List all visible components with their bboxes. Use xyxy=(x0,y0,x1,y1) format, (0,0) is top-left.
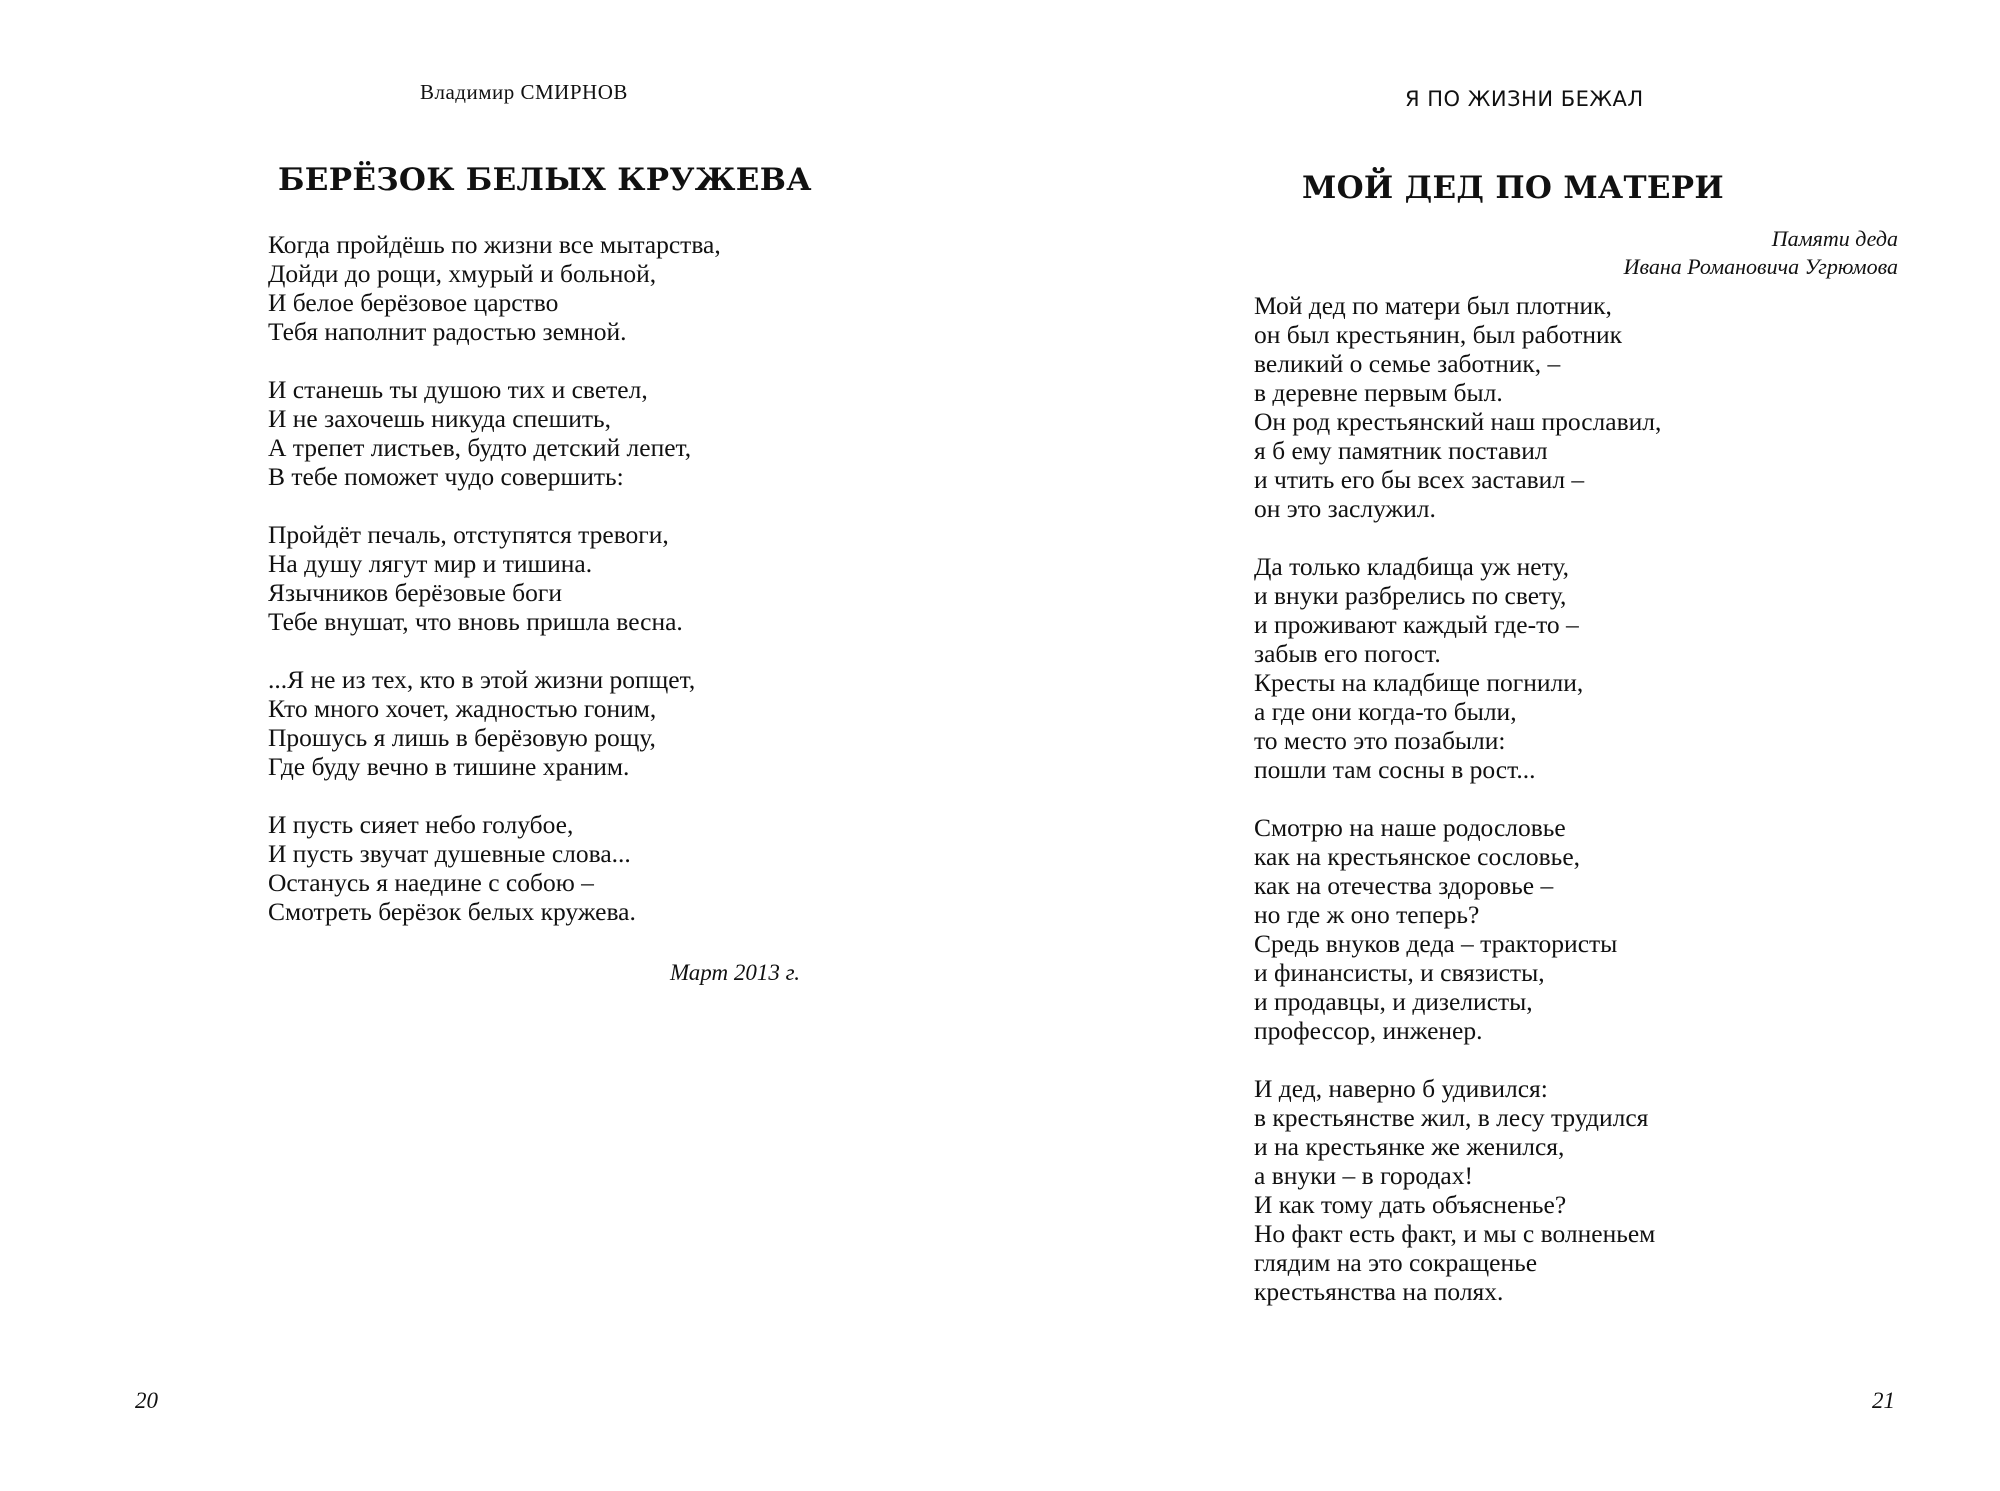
poem-title: БЕРЁЗОК БЕЛЫХ КРУЖЕВА xyxy=(278,162,812,198)
poem-line: Где буду вечно в тишине храним. xyxy=(268,752,630,781)
poem-line: И белое берёзовое царство xyxy=(268,288,559,317)
poem-line: профессор, инженер. xyxy=(1254,1016,1483,1045)
poem-line: ...Я не из тех, кто в этой жизни ропщет, xyxy=(268,665,696,694)
poem-line: Останусь я наедине с собою – xyxy=(268,868,594,897)
running-head-author: Владимир СМИРНОВ xyxy=(420,80,628,104)
poem-line: он был крестьянин, был работник xyxy=(1254,320,1623,349)
page-number: 20 xyxy=(135,1388,158,1413)
poem-line: и финансисты, и связисты, xyxy=(1254,958,1545,987)
poem-line: Тебя наполнит радостью земной. xyxy=(268,317,627,346)
poem-line: И как тому дать объясненье? xyxy=(1254,1190,1567,1219)
poem-line: На душу лягут мир и тишина. xyxy=(268,549,593,578)
poem-line: Тебе внушат, что вновь пришла весна. xyxy=(268,607,683,636)
poem-line: И не захочешь никуда спешить, xyxy=(268,404,612,433)
poem-line: глядим на это сокращенье xyxy=(1254,1248,1538,1277)
stanza xyxy=(268,665,721,781)
poem-line: И пусть звучат душевные слова... xyxy=(268,839,631,868)
dedication-line: Ивана Романовича Угрюмова xyxy=(1623,254,1898,279)
stanza xyxy=(1254,813,1661,1045)
poem-line: и внуки разбрелись по свету, xyxy=(1254,581,1567,610)
page-number: 21 xyxy=(1872,1388,1895,1413)
poem-line: в крестьянстве жил, в лесу трудился xyxy=(1254,1103,1649,1132)
poem-body xyxy=(1254,291,1661,1335)
poem-line: и чтить его бы всех заставил – xyxy=(1254,465,1585,494)
stanza xyxy=(268,230,721,346)
poem-line: Он род крестьянский наш прославил, xyxy=(1254,407,1662,436)
poem-line: крестьянства на полях. xyxy=(1254,1277,1504,1306)
poem-line: И дед, наверно б удивился: xyxy=(1254,1074,1548,1103)
stanza xyxy=(1254,552,1661,784)
poem-line: Мой дед по матери был плотник, xyxy=(1254,291,1612,320)
poem-line: забыв его погост. xyxy=(1254,639,1441,668)
poem-line: как на крестьянское сословье, xyxy=(1254,842,1581,871)
poem-line: И станешь ты душою тих и светел, xyxy=(268,375,648,404)
poem-line: пошли там сосны в рост... xyxy=(1254,755,1536,784)
stanza xyxy=(268,810,721,926)
poem-line: я б ему памятник поставил xyxy=(1254,436,1548,465)
poem-title: МОЙ ДЕД ПО МАТЕРИ xyxy=(1302,170,1724,206)
poem-line: и продавцы, и дизелисты, xyxy=(1254,987,1533,1016)
poem-line: В тебе поможет чудо совершить: xyxy=(268,462,624,491)
right-page xyxy=(1000,0,2000,1491)
poem-line: И пусть сияет небо голубое, xyxy=(268,810,574,839)
stanza xyxy=(268,375,721,491)
poem-line: Дойди до рощи, хмурый и больной, xyxy=(268,259,657,288)
stanza xyxy=(268,520,721,636)
poem-line: А трепет листьев, будто детский лепет, xyxy=(268,433,692,462)
poem-line: Прошусь я лишь в берёзовую рощу, xyxy=(268,723,656,752)
poem-line: как на отечества здоровье – xyxy=(1254,871,1554,900)
poem-line: он это заслужил. xyxy=(1254,494,1436,523)
poem-line: Смотрю на наше родословье xyxy=(1254,813,1566,842)
poem-line: но где ж оно теперь? xyxy=(1254,900,1480,929)
poem-line: Средь внуков деда – трактористы xyxy=(1254,929,1618,958)
poem-line: то место это позабыли: xyxy=(1254,726,1506,755)
poem-line: Да только кладбища уж нету, xyxy=(1254,552,1569,581)
poem-line: а внуки – в городах! xyxy=(1254,1161,1473,1190)
poem-line: Язычников берёзовые боги xyxy=(268,578,562,607)
poem-line: великий о семье заботник, – xyxy=(1254,349,1561,378)
poem-line: Смотреть берёзок белых кружева. xyxy=(268,897,636,926)
poem-line: Кто много хочет, жадностью гоним, xyxy=(268,694,657,723)
running-head-book-title: Я ПО ЖИЗНИ БЕЖАЛ xyxy=(1405,87,1644,111)
poem-line: и на крестьянке же женился, xyxy=(1254,1132,1565,1161)
poem-line: в деревне первым был. xyxy=(1254,378,1503,407)
poem-body xyxy=(268,230,721,955)
poem-line: а где они когда-то были, xyxy=(1254,697,1517,726)
poem-date: Март 2013 г. xyxy=(669,960,800,985)
poem-line: и проживают каждый где-то – xyxy=(1254,610,1579,639)
poem-line: Пройдёт печаль, отступятся тревоги, xyxy=(268,520,669,549)
stanza xyxy=(1254,1074,1661,1306)
poem-line: Но факт есть факт, и мы с волненьем xyxy=(1254,1219,1656,1248)
stanza xyxy=(1254,291,1661,523)
dedication-line: Памяти деда xyxy=(1771,226,1898,251)
poem-line: Кресты на кладбище погнили, xyxy=(1254,668,1584,697)
poem-line: Когда пройдёшь по жизни все мытарства, xyxy=(268,230,721,259)
dedication xyxy=(1624,225,1898,281)
